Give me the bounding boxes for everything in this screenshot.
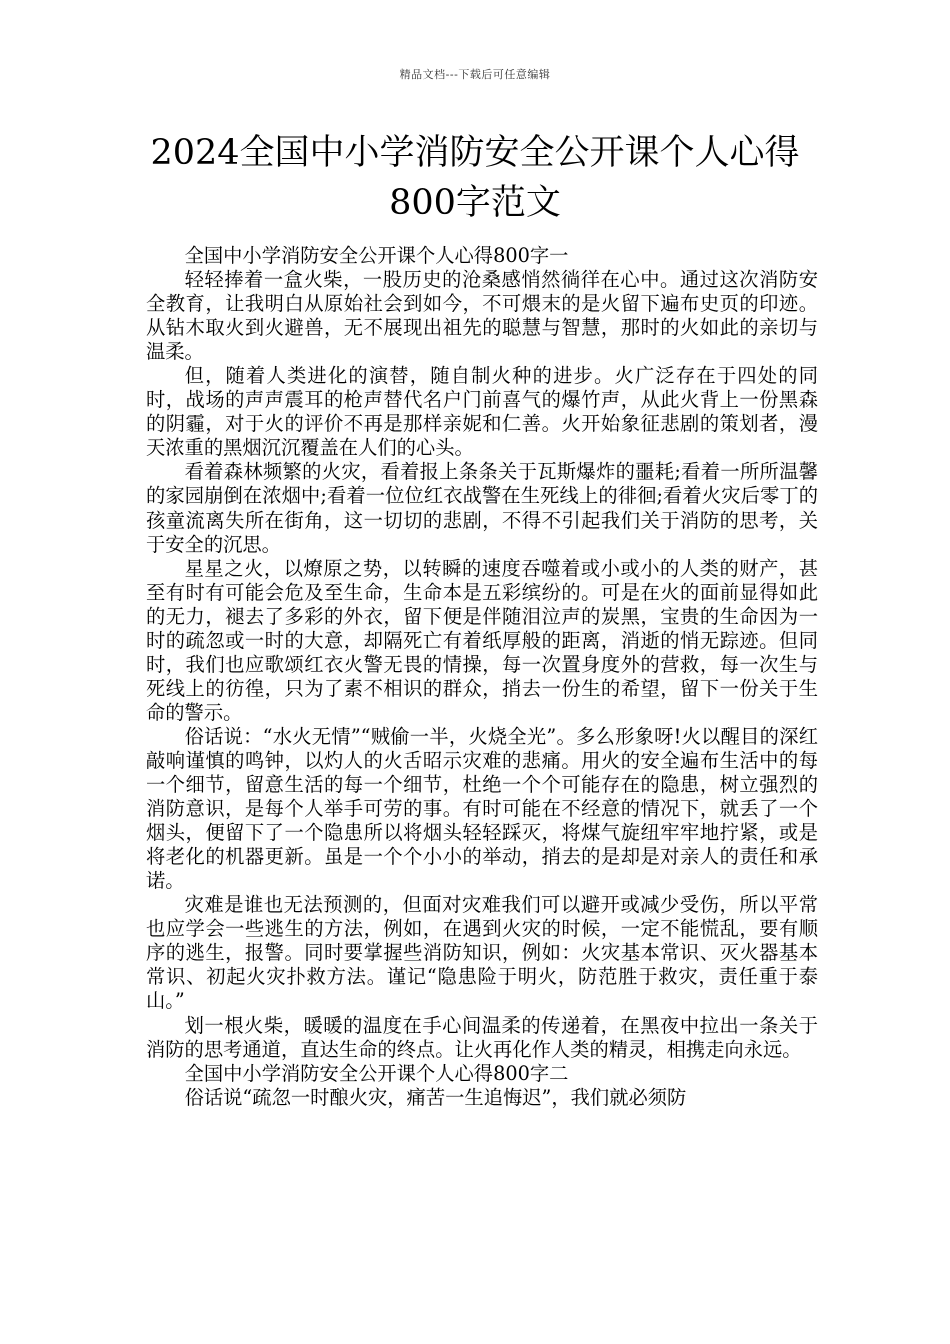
- title-line-2: 800字范文: [389, 183, 561, 223]
- paragraph: 轻轻捧着一盒火柴，一股历史的沧桑感悄然徜徉在心中。通过这次消防安全教育，让我明白从原始社会到如今，不可煨末的是火留下遍布史页的印迹。从钻木取火到火避兽，无不展现出祖先的聪慧与智慧，那时的火如此的亲切与温柔。: [146, 268, 818, 364]
- section-heading-2: 全国中小学消防安全公开课个人心得800字二: [184, 1061, 569, 1085]
- paragraph: 俗话说：“水火无情”“贼偷一半，火烧全光”。多么形象呀!火以醒目的深红敲响谨慎的鸣钟，以灼人的火舌昭示灾难的悲痛。用火的安全遍布生活中的每一个细节，留意生活的每一个细节，杜绝一个个可能存在的隐患，树立强烈的消防意识，是每个人举手可劳的事。有时可能在不经意的情况下，就丢了一个烟头，便留下了一个隐患所以将烟头轻轻踩灭，将煤气旋纽牢牢地拧紧，或是将老化的机器更新。虽是一个个小小的举动，捎去的是却是对亲人的责任和承诺。: [146, 724, 818, 893]
- paragraph: 灾难是谁也无法预测的，但面对灾难我们可以避开或减少受伤，所以平常也应学会一些逃生的方法，例如，在遇到火灾的时候，一定不能慌乱，要有顺序的逃生，报警。同时要掌握些消防知识，例如：火灾基本常识、灭火器基本常识、初起火灾扑救方法。谨记“隐患险于明火，防范胜于救灾，责任重于泰山。”: [146, 893, 818, 1013]
- paragraph: 星星之火，以燎原之势，以转瞬的速度吞噬着或小或小的人类的财产，甚至有时有可能会危及至生命，生命本是五彩缤纷的。可是在火的面前显得如此的无力，褪去了多彩的外衣，留下便是伴随泪泣声的炭黑，宝贵的生命因为一时的疏忽或一时的大意，却隔死亡有着纸厚般的距离，消逝的悄无踪迹。但同时，我们也应歌颂红衣火警无畏的情操，每一次置身度外的营救，每一次生与死线上的彷徨，只为了素不相识的群众，捎去一份生的希望，留下一份关于生命的警示。: [146, 556, 818, 724]
- paragraph: 看着森林频繁的火灾，看着报上条条关于瓦斯爆炸的噩耗;看着一所所温馨的家园崩倒在浓烟中;看着一位位红衣战警在生死线上的徘徊;看着火灾后零丁的孩童流离失所在街角，这一切切的悲剧，不得不引起我们关于消防的思考，关于安全的沉思。: [146, 460, 818, 556]
- document-title: [120, 128, 830, 228]
- body-text: [146, 244, 818, 1110]
- title-line-1: 2024全国中小学消防安全公开课个人心得: [150, 133, 800, 173]
- paragraph: 俗话说“疏忽一时酿火灾，痛苦一生追悔迟”，我们就必须防: [184, 1085, 687, 1109]
- section-heading-1: 全国中小学消防安全公开课个人心得800字一: [184, 244, 569, 267]
- paragraph: 但，随着人类进化的演替，随自制火种的进步。火广泛存在于四处的同时，战场的声声震耳的枪声替代名户门前喜气的爆竹声，从此火背上一份黑森的阴霾，对于火的评价不再是那样亲妮和仁善。火开始象征悲剧的策划者，漫天浓重的黑烟沉沉覆盖在人们的心头。: [146, 364, 818, 460]
- paragraph: 划一根火柴，暖暖的温度在手心间温柔的传递着，在黑夜中拉出一条关于消防的思考通道，直达生命的终点。让火再化作人类的精灵，相携走向永远。: [146, 1013, 818, 1061]
- header-note: 精品文档---下载后可任意编辑: [399, 68, 551, 81]
